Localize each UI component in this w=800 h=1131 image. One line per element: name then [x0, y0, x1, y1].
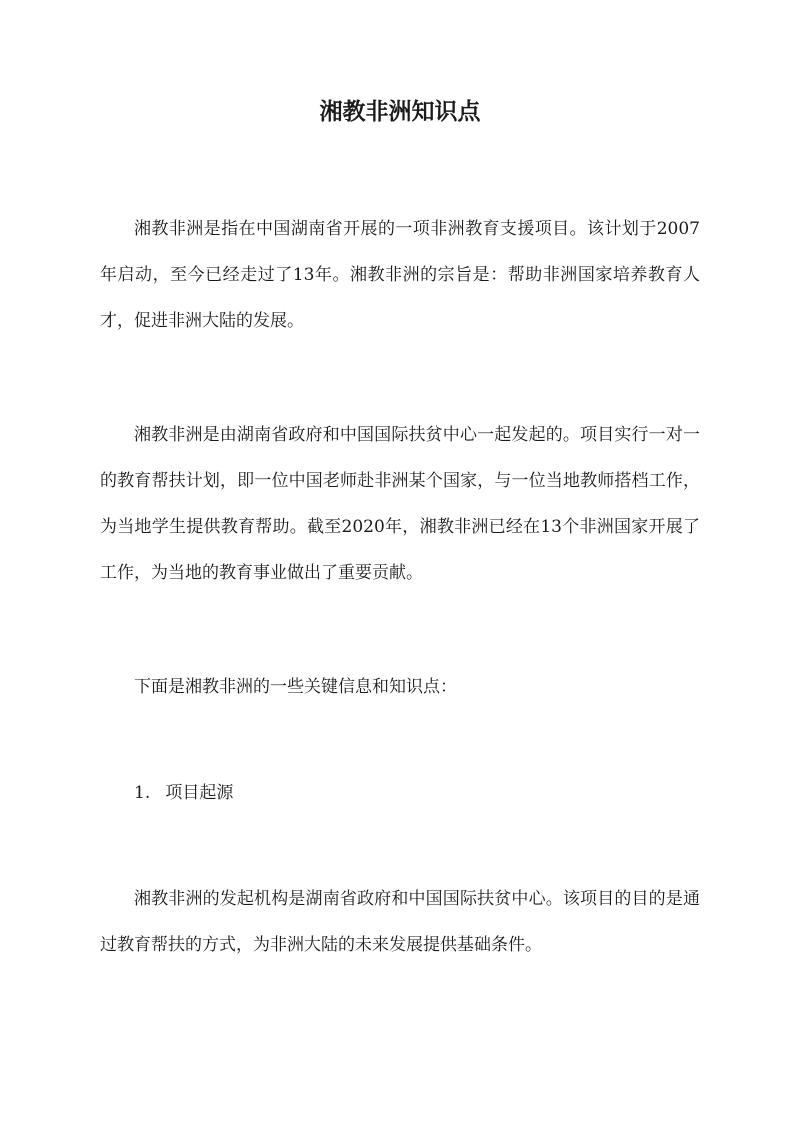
section-heading-text: 项目起源	[165, 783, 234, 803]
paragraph-origin: 湘教非洲的发起机构是湖南省政府和中国国际扶贫中心。该项目的目的是通过教育帮扶的方式，为非洲大陆的未来发展提供基础条件。	[100, 889, 700, 955]
section-number: 1.	[134, 783, 151, 803]
paragraph-intro: 湘教非洲是指在中国湖南省开展的一项非洲教育支援项目。该计划于2007年启动，至今已经走过了13年。湘教非洲的宗旨是：帮助非洲国家培养教育人才，促进非洲大陆的发展。	[100, 219, 700, 331]
paragraph-key-info-lead: 下面是湘教非洲的一些关键信息和知识点：	[134, 677, 457, 697]
document-title: 湘教非洲知识点	[319, 98, 481, 125]
section-heading-origin	[100, 770, 700, 816]
paragraph-founders: 湘教非洲是由湖南省政府和中国国际扶贫中心一起发起的。项目实行一对一的教育帮扶计划，即一位中国老师赴非洲某个国家，与一位当地教师搭档工作，为当地学生提供教育帮助。截至2020年，湘教非洲已经在13个非洲国家开展了工作，为当地的教育事业做出了重要贡献。	[100, 425, 700, 583]
